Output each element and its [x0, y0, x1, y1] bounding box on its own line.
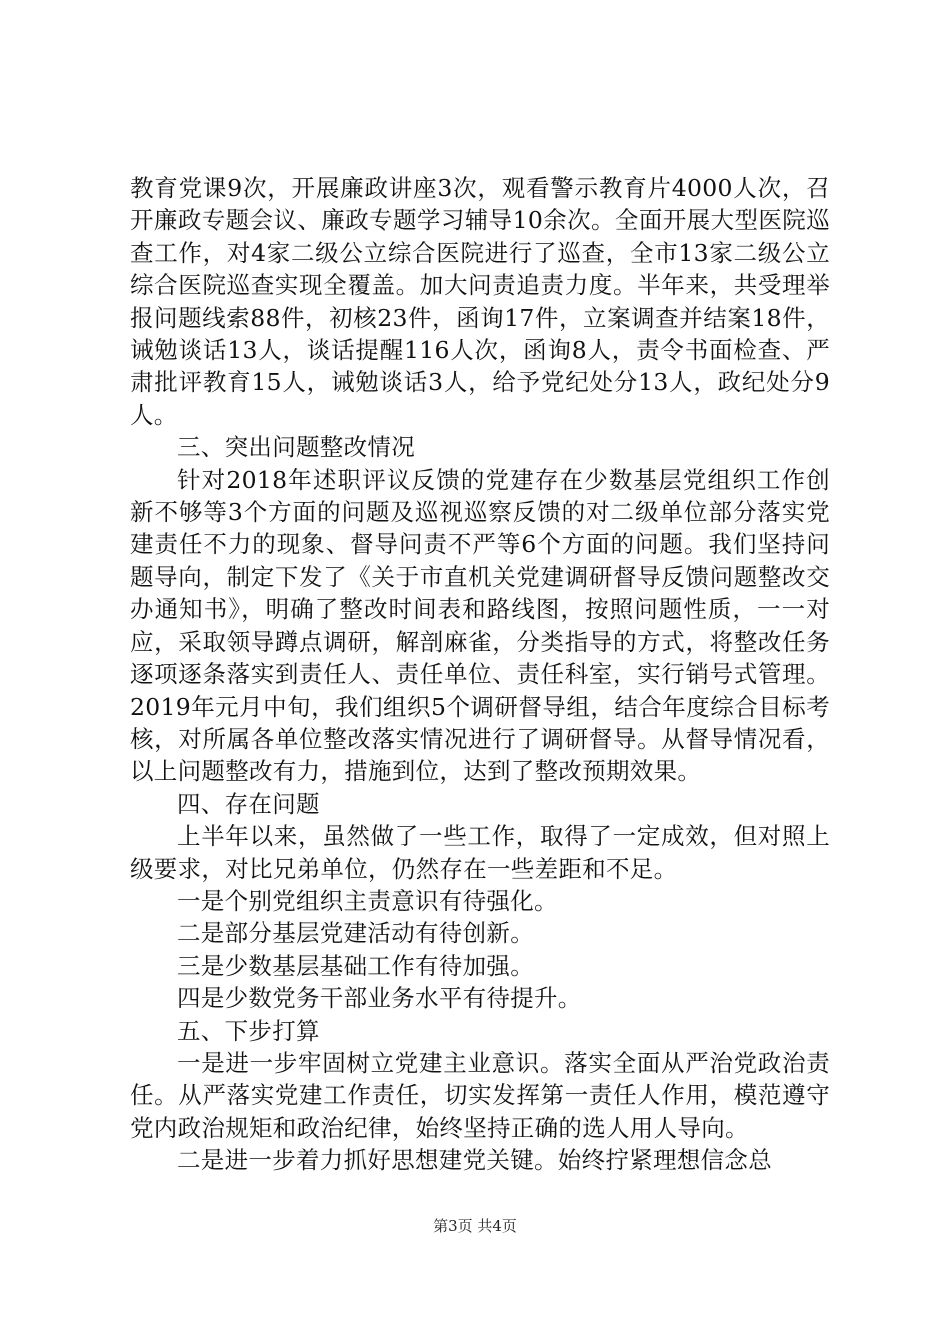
page-number-label: 第3页 共4页: [433, 1217, 517, 1235]
plan-item-1: 一是进一步牢固树立党建主业意识。落实全面从严治党政治责任。从严落实党建工作责任，切实发挥第一责任人作用，模范遵守党内政治规矩和政治纪律，始终坚持正确的选人用人导向。: [130, 1048, 830, 1142]
page-footer: [0, 1216, 950, 1236]
plan-item-2: 二是进一步着力抓好思想建党关键。始终拧紧理想信念总: [177, 1146, 772, 1175]
section-heading-5: 五、下步打算: [177, 1016, 320, 1045]
problem-item-4: 四是少数党务干部业务水平有待提升。: [177, 984, 582, 1013]
section-heading-4: 四、存在问题: [177, 789, 320, 818]
problem-item-1: 一是个别党组织主责意识有待强化。: [177, 886, 558, 915]
problem-item-2: 二是部分基层党建活动有待创新。: [177, 919, 534, 948]
paragraph-rectification: 针对2018年述职评议反馈的党建存在少数基层党组织工作创新不够等3个方面的问题及巡视巡察反馈的对二级单位部分落实党建责任不力的现象、督导问责不严等6个方面的问题。我们坚持问题导向，制定下发了《关于市直机关党建调研督导反馈问题整改交办通知书》，明确了整改时间表和路线图，按照问题性质，一一对应，采取领导蹲点调研，解剖麻雀，分类指导的方式，将整改任务逐项逐条落实到责任人、责任单位、责任科室，实行销号式管理。2019年元月中旬，我们组织5个调研督导组，结合年度综合目标考核，对所属各单位整改落实情况进行了调研督导。从督导情况看，以上问题整改有力，措施到位，达到了整改预期效果。: [130, 465, 830, 786]
problem-item-3: 三是少数基层基础工作有待加强。: [177, 951, 534, 980]
document-body: [130, 172, 830, 1177]
paragraph-problems-intro: 上半年以来，虽然做了一些工作，取得了一定成效，但对照上级要求，对比兄弟单位，仍然存在一些差距和不足。: [130, 822, 830, 883]
section-heading-3: 三、突出问题整改情况: [177, 433, 415, 462]
paragraph-1: 教育党课9次，开展廉政讲座3次，观看警示教育片4000人次，召开廉政专题会议、廉政专题学习辅导10余次。全面开展大型医院巡查工作，对4家二级公立综合医院进行了巡查，全市13家二级公立综合医院巡查实现全覆盖。加大问责追责力度。半年来，共受理举报问题线索88件，初核23件，函询17件，立案调查并结案18件，诫勉谈话13人，谈话提醒116人次，函询8人，责令书面检查、严肃批评教育15人，诫勉谈话3人，给予党纪处分13人，政纪处分9人。: [130, 174, 830, 429]
